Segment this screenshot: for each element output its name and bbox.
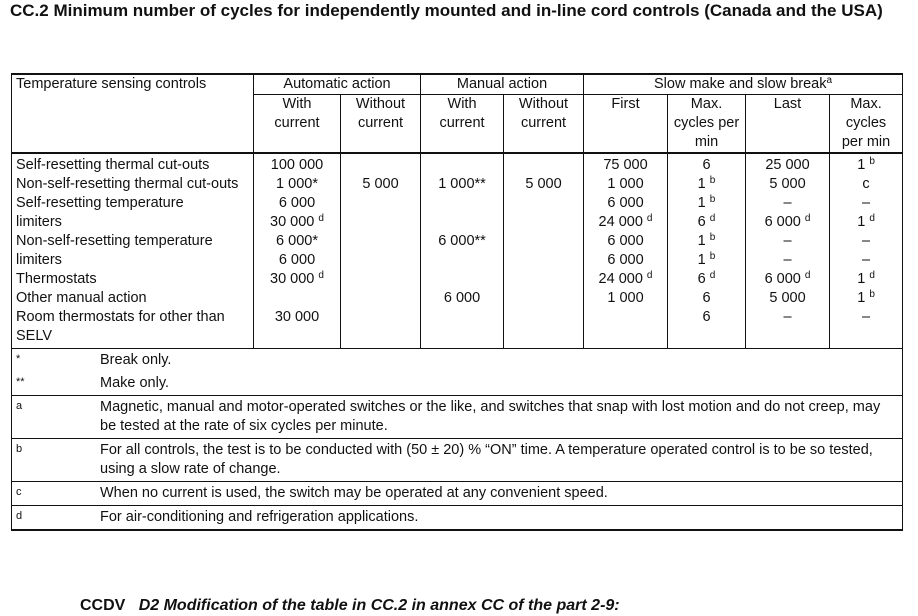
row-label: Room thermostats for other than SELV	[12, 308, 254, 349]
cell-max-cycles-2	[830, 308, 903, 349]
cell-footnote-ref: d	[318, 270, 324, 281]
header-temperature-sensing-controls: Temperature sensing controls	[12, 74, 254, 153]
header-auto-with-current: With current	[254, 95, 341, 154]
cell-manual-without	[504, 289, 584, 308]
cell-value: 6 000	[443, 290, 481, 306]
cell-value: 1	[857, 214, 866, 230]
note-text: Break only.	[100, 352, 172, 368]
cell-value: 5 000	[525, 176, 562, 192]
table-row	[12, 175, 903, 194]
note-text: For air-conditioning and refrigeration applications.	[100, 509, 419, 525]
cell-max-cycles-1	[668, 232, 746, 251]
header-manual-with-current: With current	[421, 95, 504, 154]
note-cell	[12, 506, 903, 531]
cell-auto-without	[341, 175, 421, 194]
cell-max-cycles-1	[668, 270, 746, 289]
cell-last	[746, 289, 830, 308]
cell-value: 5 000	[769, 290, 806, 306]
cell-first	[584, 194, 668, 213]
cell-max-cycles-1	[668, 289, 746, 308]
header-manual-without-current: Without current	[504, 95, 584, 154]
table-row	[12, 213, 903, 232]
cell-value: 1	[697, 252, 706, 268]
cell-last	[746, 270, 830, 289]
cell-manual-with	[421, 308, 504, 349]
cell-value: 6	[702, 290, 711, 306]
note-mark: **	[16, 376, 25, 388]
cell-auto-without	[341, 213, 421, 232]
cell-value: 30 000	[270, 214, 315, 230]
cell-value: –	[862, 309, 871, 325]
header-manual-action: Manual action	[421, 74, 584, 95]
header-max-cycles-1: Max. cycles per min	[668, 95, 746, 154]
cell-first	[584, 270, 668, 289]
cell-manual-with	[421, 270, 504, 289]
cell-value: 100 000	[270, 157, 324, 173]
cell-value: 6 000**	[438, 233, 486, 249]
table-body	[12, 153, 903, 349]
cell-auto-with	[254, 308, 341, 349]
cell-auto-without	[341, 270, 421, 289]
cell-value: 1	[697, 176, 706, 192]
note-cell	[12, 482, 903, 506]
cell-manual-with	[421, 194, 504, 213]
cell-value: 30 000	[270, 271, 315, 287]
note-text: When no current is used, the switch may be operated at any convenient speed.	[100, 485, 608, 501]
cell-manual-without	[504, 251, 584, 270]
cell-footnote-ref: d	[646, 270, 653, 281]
next-section-text: Modification of the table in CC.2 in annex CC of the part 2-9:	[163, 597, 620, 614]
cell-auto-with	[254, 232, 341, 251]
cell-value: 1	[857, 157, 866, 173]
table-row	[12, 308, 903, 349]
cell-footnote-ref: d	[709, 213, 716, 224]
note-mark: *	[16, 353, 21, 365]
cell-max-cycles-2	[830, 232, 903, 251]
cell-last	[746, 153, 830, 175]
cell-footnote-ref: b	[869, 289, 875, 300]
cell-value: 1 000*	[276, 176, 318, 192]
table-row	[12, 251, 903, 270]
cell-value: 1	[697, 233, 706, 249]
cell-manual-without	[504, 153, 584, 175]
cell-max-cycles-1	[668, 213, 746, 232]
table-row	[12, 289, 903, 308]
note-cell	[12, 396, 903, 439]
cell-auto-without	[341, 251, 421, 270]
cell-auto-with	[254, 213, 341, 232]
cell-max-cycles-1	[668, 175, 746, 194]
cell-auto-without	[341, 308, 421, 349]
cell-manual-with	[421, 289, 504, 308]
cell-value: –	[783, 309, 792, 325]
note-row	[12, 439, 903, 482]
cell-value: 6 000	[607, 195, 644, 211]
cell-last	[746, 308, 830, 349]
header-row-1	[12, 74, 903, 95]
cell-manual-with	[421, 251, 504, 270]
cell-value: –	[783, 252, 792, 268]
cell-footnote-ref: b	[709, 194, 716, 205]
cell-auto-with	[254, 289, 341, 308]
header-slow-sup: a	[826, 75, 833, 86]
cell-max-cycles-2	[830, 213, 903, 232]
cell-manual-without	[504, 308, 584, 349]
note-text: For all controls, the test is to be conducted with (50 ± 20) % “ON” time. A temperature operated control is to be so tested, using a slow rate of change.	[100, 442, 873, 477]
next-section-heading	[80, 596, 620, 616]
cell-manual-without	[504, 194, 584, 213]
header-max-cycles-2: Max. cycles per min	[830, 95, 903, 154]
cell-first	[584, 308, 668, 349]
cell-value: 25 000	[765, 157, 810, 173]
table-row	[12, 232, 903, 251]
note-cell	[12, 349, 903, 373]
cell-first	[584, 289, 668, 308]
note-row	[12, 506, 903, 531]
cell-value: –	[862, 252, 871, 268]
cell-manual-with	[421, 175, 504, 194]
cell-manual-without	[504, 270, 584, 289]
note-cell	[12, 439, 903, 482]
cell-value: 1 000**	[438, 176, 486, 192]
cell-footnote-ref: d	[869, 270, 875, 281]
cell-value: 24 000	[598, 271, 643, 287]
cell-auto-without	[341, 289, 421, 308]
cell-value: 30 000	[274, 309, 320, 325]
cell-footnote-ref: d	[804, 213, 811, 224]
cell-auto-with	[254, 175, 341, 194]
cell-value: 75 000	[603, 157, 648, 173]
note-row	[12, 396, 903, 439]
cell-value: 1 000	[607, 176, 644, 192]
cell-footnote-ref: d	[709, 270, 716, 281]
cell-value: 6	[697, 214, 706, 230]
row-label: Self-resetting thermal cut-outs	[12, 153, 254, 175]
note-cell	[12, 372, 903, 396]
header-auto-without-current: Without current	[341, 95, 421, 154]
table-row	[12, 270, 903, 289]
cell-max-cycles-2	[830, 251, 903, 270]
header-last: Last	[746, 95, 830, 154]
table-row	[12, 194, 903, 213]
cell-value: 24 000	[598, 214, 643, 230]
cell-max-cycles-2	[830, 289, 903, 308]
cell-footnote-ref: d	[804, 270, 811, 281]
row-label: limiters	[12, 213, 254, 232]
cell-max-cycles-2	[830, 175, 903, 194]
cell-footnote-ref: b	[709, 251, 716, 262]
cell-max-cycles-2	[830, 153, 903, 175]
header-automatic-action: Automatic action	[254, 74, 421, 95]
note-mark: c	[16, 486, 22, 498]
cell-value: 1	[697, 195, 706, 211]
cell-auto-with	[254, 194, 341, 213]
cell-first	[584, 251, 668, 270]
cell-value: 6	[702, 309, 711, 325]
note-row	[12, 482, 903, 506]
row-label: Other manual action	[12, 289, 254, 308]
note-mark: b	[16, 443, 23, 455]
note-text: Magnetic, manual and motor-operated switches or the like, and switches that snap with lost motion and do not creep, may be tested at the rate of six cycles per minute.	[100, 399, 881, 434]
cell-last	[746, 251, 830, 270]
cell-auto-with	[254, 270, 341, 289]
cell-last	[746, 213, 830, 232]
cell-value: 6	[697, 271, 706, 287]
cell-last	[746, 232, 830, 251]
cell-value: c	[862, 176, 870, 192]
cell-max-cycles-1	[668, 194, 746, 213]
cell-value: 6 000	[607, 233, 644, 249]
header-first: First	[584, 95, 668, 154]
cell-first	[584, 153, 668, 175]
row-label: limiters	[12, 251, 254, 270]
cell-last	[746, 175, 830, 194]
cell-auto-without	[341, 153, 421, 175]
table-notes	[12, 349, 903, 531]
cell-footnote-ref: d	[646, 213, 653, 224]
cell-max-cycles-1	[668, 153, 746, 175]
cell-value: 6 000	[764, 214, 801, 230]
cell-value: –	[783, 195, 792, 211]
cell-first	[584, 232, 668, 251]
cell-value: 5 000	[769, 176, 806, 192]
cell-max-cycles-2	[830, 270, 903, 289]
cell-value: –	[862, 233, 871, 249]
cell-footnote-ref: b	[709, 175, 716, 186]
cell-value: 6 000	[278, 195, 316, 211]
cell-first	[584, 213, 668, 232]
cell-manual-with	[421, 213, 504, 232]
cell-auto-with	[254, 153, 341, 175]
cell-manual-without	[504, 175, 584, 194]
next-section-prefix: CCDV	[80, 597, 126, 614]
cell-manual-without	[504, 232, 584, 251]
row-label: Non-self-resetting thermal cut-outs	[12, 175, 254, 194]
cell-manual-with	[421, 232, 504, 251]
next-section-number: D2	[138, 597, 160, 614]
row-label: Non-self-resetting temperature	[12, 232, 254, 251]
note-row	[12, 349, 903, 373]
cell-max-cycles-2	[830, 194, 903, 213]
note-row	[12, 372, 903, 396]
cell-value: 6 000	[278, 252, 316, 268]
cell-max-cycles-1	[668, 308, 746, 349]
cell-manual-with	[421, 153, 504, 175]
note-mark: a	[16, 400, 23, 412]
cell-value: 6 000*	[276, 233, 318, 249]
cell-value: 1	[857, 271, 866, 287]
cell-footnote-ref: d	[318, 213, 324, 224]
header-slow-make-break-text: Slow make and slow break	[654, 76, 827, 92]
cell-value: 1	[857, 290, 866, 306]
table-row	[12, 153, 903, 175]
cell-footnote-ref: d	[869, 213, 875, 224]
section-heading: CC.2 Minimum number of cycles for independently mounted and in-line cord controls (Canada and the USA)	[10, 1, 883, 20]
row-label: Self-resetting temperature	[12, 194, 254, 213]
cell-value: –	[783, 233, 792, 249]
cell-first	[584, 175, 668, 194]
note-text: Make only.	[100, 375, 170, 391]
cell-last	[746, 194, 830, 213]
note-mark: d	[16, 510, 23, 522]
cell-value: 6 000	[764, 271, 801, 287]
cell-auto-without	[341, 194, 421, 213]
cell-auto-without	[341, 232, 421, 251]
cell-value: 5 000	[362, 176, 399, 192]
header-slow-make-break	[584, 74, 903, 95]
cell-value: 1 000	[607, 290, 644, 306]
cell-max-cycles-1	[668, 251, 746, 270]
cell-footnote-ref: b	[869, 156, 875, 167]
cycles-table	[11, 73, 903, 531]
cell-manual-without	[504, 213, 584, 232]
row-label: Thermostats	[12, 270, 254, 289]
cell-auto-with	[254, 251, 341, 270]
cell-footnote-ref: b	[709, 232, 716, 243]
cell-value: 6	[702, 157, 711, 173]
cell-value: –	[862, 195, 871, 211]
cell-value: 6 000	[607, 252, 644, 268]
